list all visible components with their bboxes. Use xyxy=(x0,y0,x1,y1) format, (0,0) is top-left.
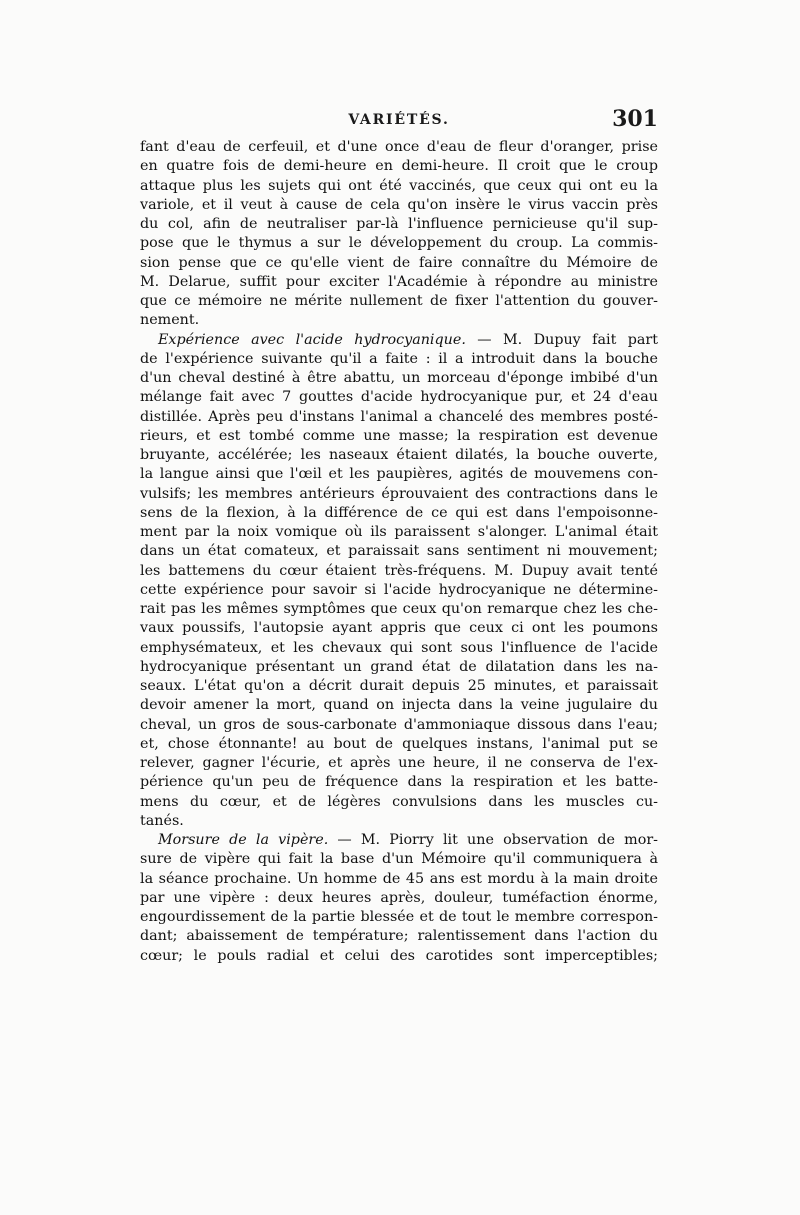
text-line: bruyante, accélérée; les naseaux étaient dilatés, la bouche ouverte, xyxy=(140,447,658,463)
section-title-rest: — M. Dupuy fait part xyxy=(465,331,658,348)
text-line: cette expérience pour savoir si l'acide hydrocyanique ne détermine- xyxy=(140,581,658,598)
section-title-rest: — M. Piorry lit une observation de mor- xyxy=(328,832,658,848)
text-line: par une vipère : deux heures après, douleur, tuméfaction énorme, xyxy=(140,889,658,906)
text-line: rait pas les mêmes symptômes que ceux qu'on remarque chez les che- xyxy=(140,601,658,617)
text-line: M. Delarue, suffit pour exciter l'Académie à répondre au ministre xyxy=(140,273,658,290)
paragraph-heading-line xyxy=(140,331,658,350)
text-line: la séance prochaine. Un homme de 45 ans est mordu à la main droite xyxy=(140,870,658,887)
text-line: et, chose étonnante! au bout de quelques instans, l'animal put se xyxy=(140,735,658,752)
text-line: vulsifs; les membres antérieurs éprouvaient des contractions dans le xyxy=(140,485,658,502)
text-line: dans un état comateux, et paraissait sans sentiment ni mouvement; xyxy=(140,543,658,560)
text-line: attaque plus les sujets qui ont été vaccinés, que ceux qui ont eu la xyxy=(140,177,658,194)
text-line: périence qu'un peu de fréquence dans la respiration et les batte- xyxy=(140,774,658,791)
text-line: dant; abaissement de température; ralentissement dans l'action du xyxy=(140,928,658,945)
text-line: ment par la noix vomique où ils paraissent s'alonger. L'animal était xyxy=(140,524,658,540)
body-text xyxy=(140,138,658,966)
text-line: tanés. xyxy=(140,812,184,829)
page-number: 301 xyxy=(612,106,658,132)
text-line: rieurs, et est tombé comme une masse; la respiration est devenue xyxy=(140,427,658,444)
text-line: de l'expérience suivante qu'il a faite : il a introduit dans la bouche xyxy=(140,350,658,367)
text-line: devoir amener la mort, quand on injecta dans la veine jugulaire du xyxy=(140,697,658,714)
text-line: fant d'eau de cerfeuil, et d'une once d'eau de fleur d'oranger, prise xyxy=(140,139,658,155)
text-line: emphysémateux, et les chevaux qui sont sous l'influence de l'acide xyxy=(140,639,658,656)
text-line: sens de la flexion, à la différence de ce qui est dans l'empoisonne- xyxy=(140,504,658,521)
text-line: cheval, un gros de sous-carbonate d'ammoniaque dissous dans l'eau; xyxy=(140,716,658,733)
text-line: variole, et il veut à cause de cela qu'on insère le virus vaccin près xyxy=(140,196,658,213)
paragraph-morsure-vipere xyxy=(140,831,658,966)
text-line: en quatre fois de demi-heure en demi-heure. Il croit que le croup xyxy=(140,158,658,175)
text-line: les battemens du cœur étaient très-fréquens. M. Dupuy avait tenté xyxy=(140,562,658,579)
section-title: Expérience avec l'acide hydrocyanique. xyxy=(158,331,466,348)
section-title: Morsure de la vipère. xyxy=(158,832,329,848)
text-line: hydrocyanique présentant un grand état de dilatation dans les na- xyxy=(140,658,658,675)
text-line: engourdissement de la partie blessée et de tout le membre correspon- xyxy=(140,909,658,925)
text-line: cœur; le pouls radial et celui des carotides sont imperceptibles; xyxy=(140,947,658,964)
text-line: nement. xyxy=(140,312,200,329)
running-title: VARIÉTÉS. xyxy=(348,112,450,128)
text-line: seaux. L'état qu'on a décrit durait depuis 25 minutes, et paraissait xyxy=(140,678,658,694)
text-line: sion pense que ce qu'elle vient de faire connaître du Mémoire de xyxy=(140,254,658,271)
text-line: distillée. Après peu d'instans l'animal a chancelé des membres posté- xyxy=(140,408,658,425)
paragraph-heading-line xyxy=(140,831,658,850)
text-line: vaux poussifs, l'autopsie ayant appris que ceux ci ont les poumons xyxy=(140,620,658,637)
text-line: du col, afin de neutraliser par-là l'influence pernicieuse qu'il sup- xyxy=(140,216,658,232)
text-line: mélange fait avec 7 gouttes d'acide hydrocyanique pur, et 24 d'eau xyxy=(140,389,658,406)
text-line: la langue ainsi que l'œil et les paupières, agités de mouvemens con- xyxy=(140,466,658,483)
text-line: mens du cœur, et de légères convulsions dans les muscles cu- xyxy=(140,793,658,810)
text-line: que ce mémoire ne mérite nullement de fixer l'attention du gouver- xyxy=(140,293,658,309)
text-line: relever, gagner l'écurie, et après une heure, il ne conserva de l'ex- xyxy=(140,755,658,771)
page-header xyxy=(140,106,658,140)
text-line: pose que le thymus a sur le développement du croup. La commis- xyxy=(140,235,658,252)
paragraph-acide-hydrocyanique xyxy=(140,331,658,832)
paragraph-memoire-delarue xyxy=(140,138,658,331)
text-line: sure de vipère qui fait la base d'un Mémoire qu'il communiquera à xyxy=(140,851,658,868)
text-line: d'un cheval destiné à être abattu, un morceau d'éponge imbibé d'un xyxy=(140,370,658,386)
